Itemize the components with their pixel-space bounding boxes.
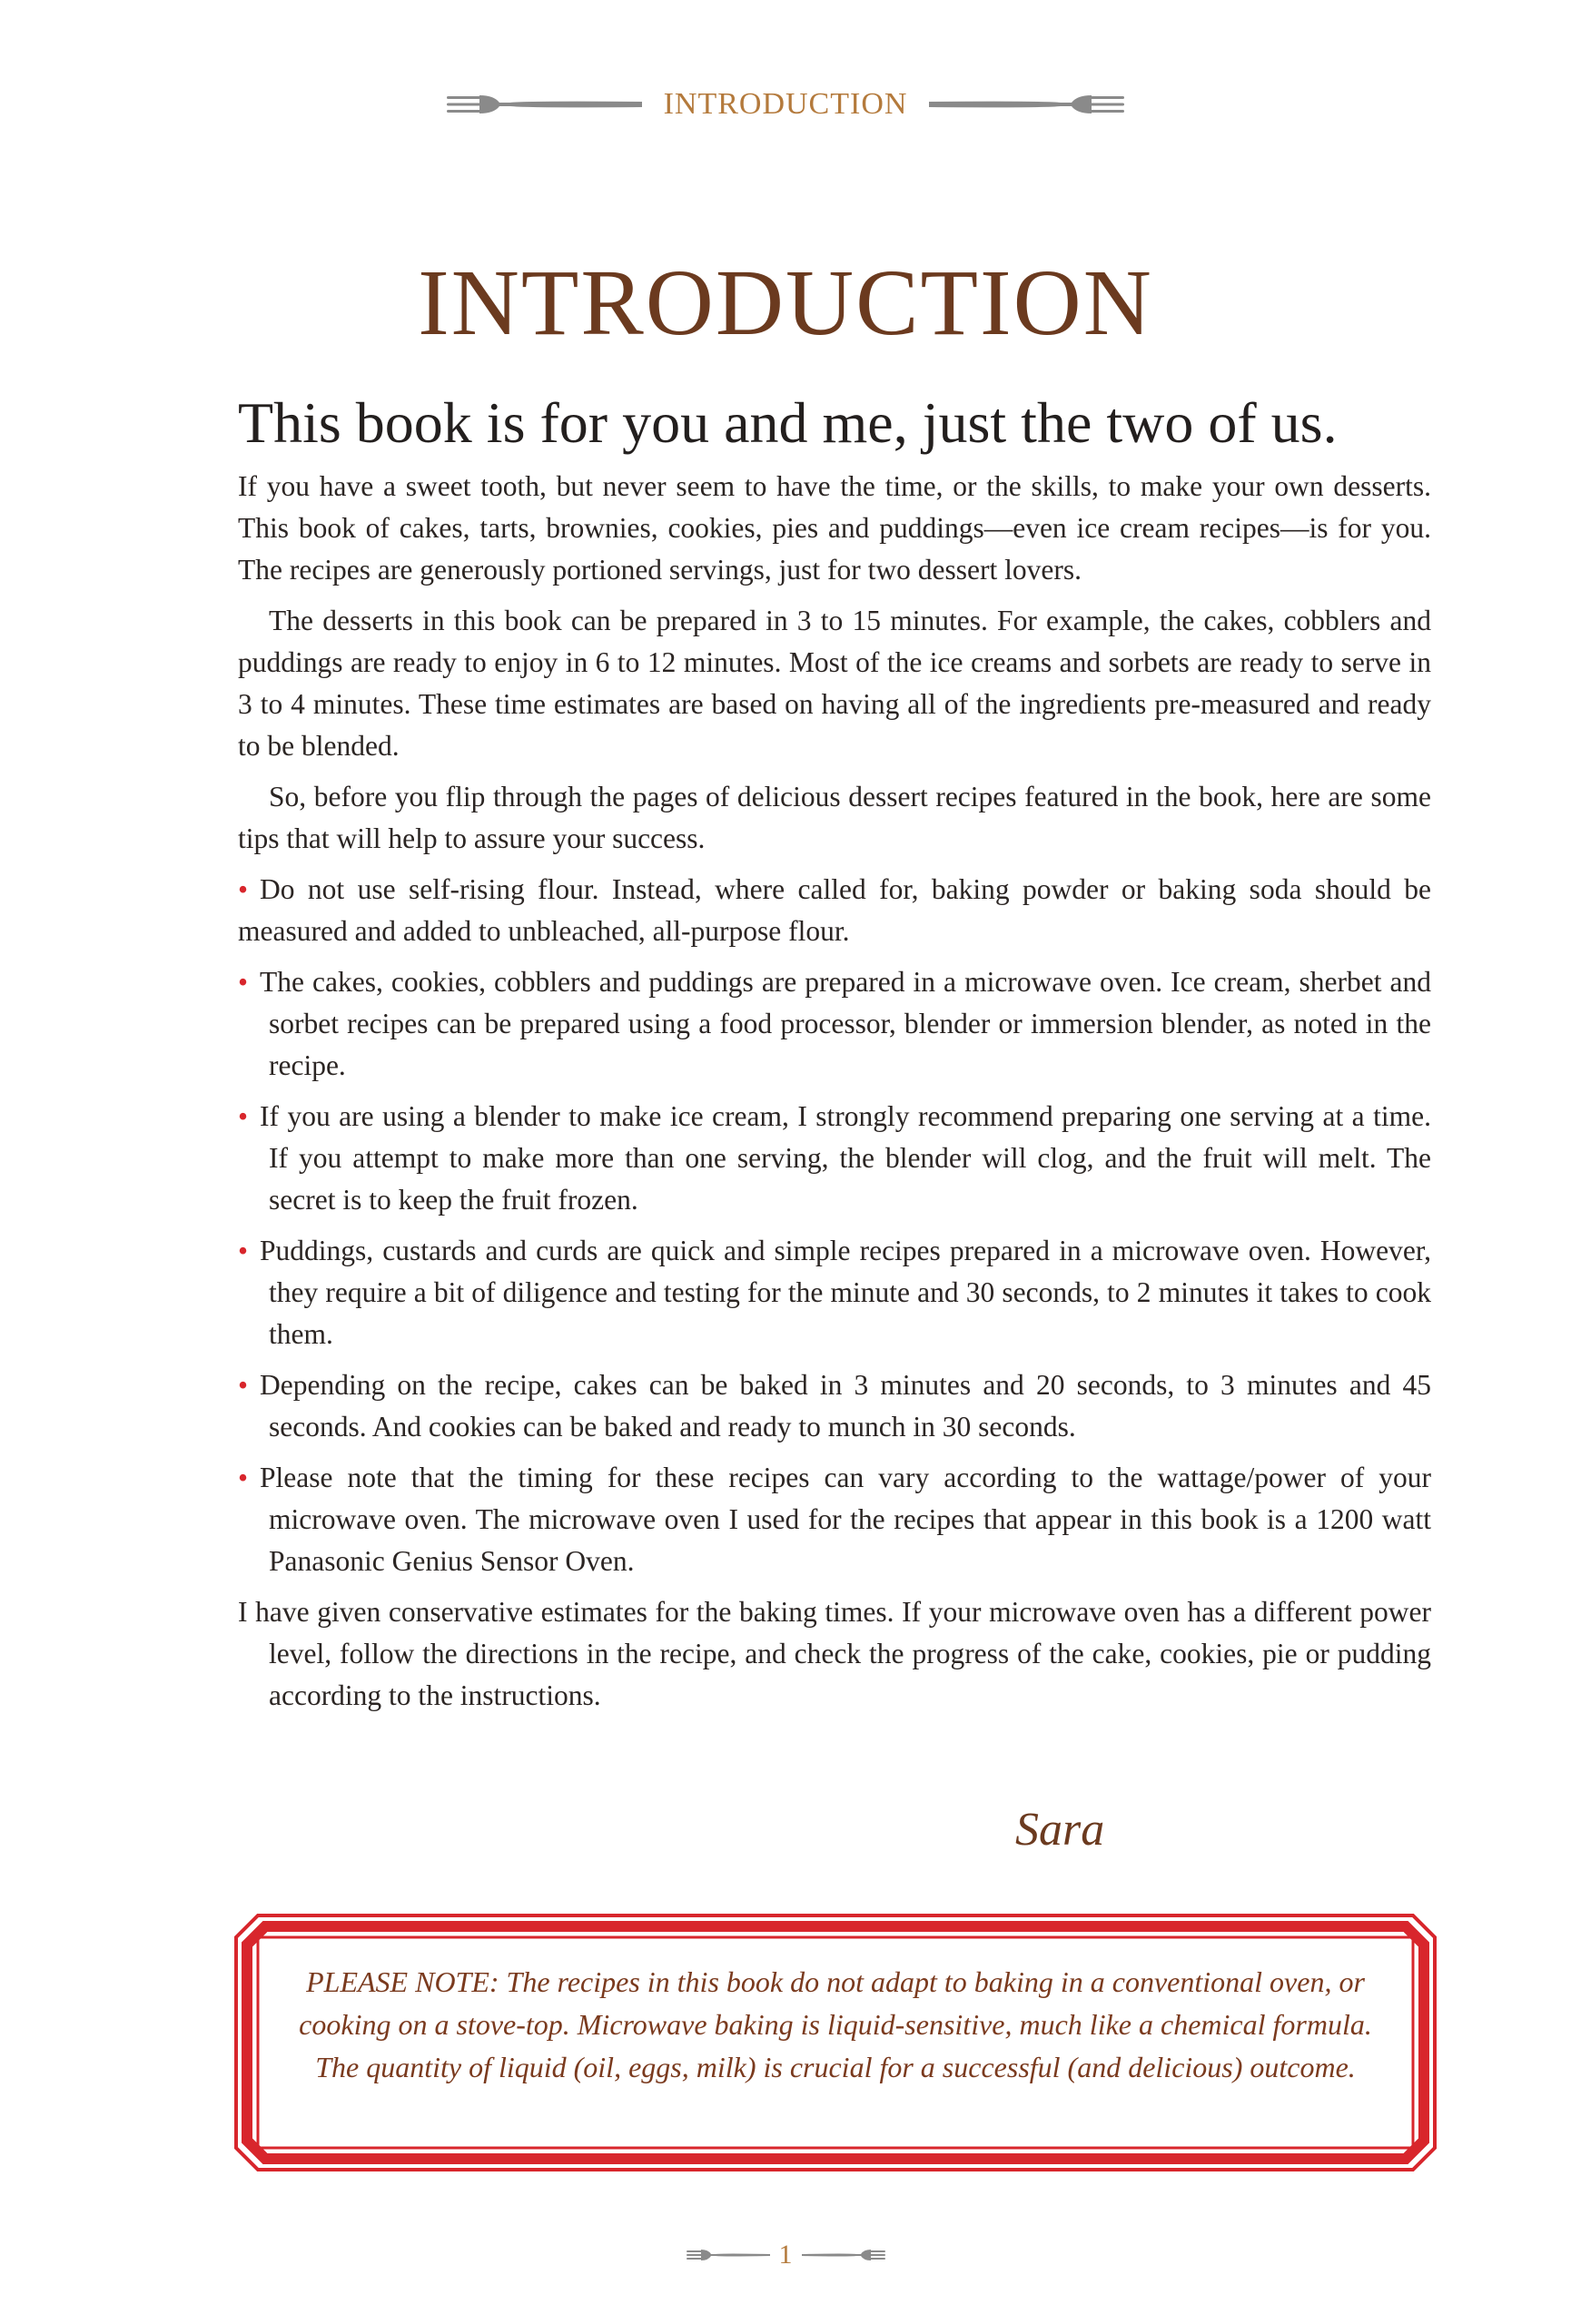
bullet-text: If you are using a blender to make ice cream, I strongly recommend preparing one serving at a time. If you attempt to make more than one serving, the blender will clog, and the fruit will melt. The secret is to keep the fruit frozen.	[260, 1100, 1431, 1216]
bullet-icon: •	[238, 1369, 249, 1401]
running-head-text: INTRODUCTION	[663, 87, 908, 121]
bullet-item	[238, 1457, 1431, 1582]
bullet-icon: •	[238, 873, 249, 905]
bullet-item	[238, 961, 1431, 1087]
fork-icon	[802, 2248, 885, 2262]
page-footer	[0, 2237, 1571, 2273]
bullet-icon: •	[238, 1235, 249, 1266]
fork-icon	[447, 91, 642, 118]
bullet-item	[238, 869, 1431, 952]
page-title: INTRODUCTION	[418, 251, 1153, 355]
bullet-icon: •	[238, 1462, 249, 1493]
bullet-item	[238, 1364, 1431, 1448]
page-number: 1	[778, 2240, 793, 2270]
closing-paragraph: I have given conservative estimates for the baking times. If your microwave oven has a different power level, follow the directions in the recipe, and check the progress of the cake, cookies, pie or pudding according to the instructions.	[238, 1596, 1431, 1711]
bullet-text: Do not use self-rising flour. Instead, where called for, baking powder or baking soda should be measured and added to unbleached, all-purpose flour.	[238, 873, 1431, 947]
bullet-text: Please note that the timing for these recipes can vary according to the wattage/power of your microwave oven. The microwave oven I used for the recipes that appear in this book is a 1200 watt Panasonic Genius Sensor Oven.	[260, 1462, 1431, 1577]
bullet-item	[238, 1230, 1431, 1355]
bullet-icon: •	[238, 1100, 249, 1132]
note-text: PLEASE NOTE: The recipes in this book do not adapt to baking in a conventional oven, or cooking on a stove-top. Microwave baking is liquid-sensitive, much like a chemical formula. The quantity of liquid (oil, eggs, milk) is crucial for a successful (and delicious) outcome.	[299, 1965, 1372, 2083]
bullet-item	[238, 1096, 1431, 1221]
note-box	[234, 1914, 1437, 2171]
paragraph: If you have a sweet tooth, but never seem to have the time, or the skills, to make your own desserts. This book of cakes, tarts, brownies, cookies, pies and puddings—even ice cream recipes—is for you. The recipes are generously portioned servings, just for two dessert lovers.	[238, 470, 1431, 586]
fork-icon	[929, 91, 1124, 118]
bullet-text: The cakes, cookies, cobblers and puddings are prepared in a microwave oven. Ice cream, sherbet and sorbet recipes can be prepared using a food processor, blender or immersion blender, as noted in the recipe.	[260, 966, 1431, 1081]
paragraph: The desserts in this book can be prepared in 3 to 15 minutes. For example, the cakes, cobblers and puddings are ready to enjoy in 6 to 12 minutes. Most of the ice creams and sorbets are ready to serve in 3 to 4 minutes. These time estimates are based on having all of the ingredients pre-measured and ready to be blended.	[238, 605, 1431, 762]
signature: Sara	[1015, 1804, 1105, 1856]
bullet-text: Depending on the recipe, cakes can be baked in 3 minutes and 20 seconds, to 3 minutes and 45 seconds. And cookies can be baked and ready to munch in 30 seconds.	[260, 1369, 1431, 1443]
subtitle: This book is for you and me, just the two of us.	[238, 390, 1338, 455]
paragraph: So, before you flip through the pages of delicious dessert recipes featured in the book, here are some tips that will help to assure your success.	[238, 781, 1431, 854]
bullet-icon: •	[238, 966, 249, 998]
running-head	[0, 84, 1571, 125]
body-content	[238, 386, 1431, 1717]
fork-icon	[687, 2248, 770, 2262]
bullet-text: Puddings, custards and curds are quick and simple recipes prepared in a microwave oven. However, they require a bit of diligence and testing for the minute and 30 seconds, to 2 minutes it takes to cook them.	[260, 1235, 1431, 1350]
